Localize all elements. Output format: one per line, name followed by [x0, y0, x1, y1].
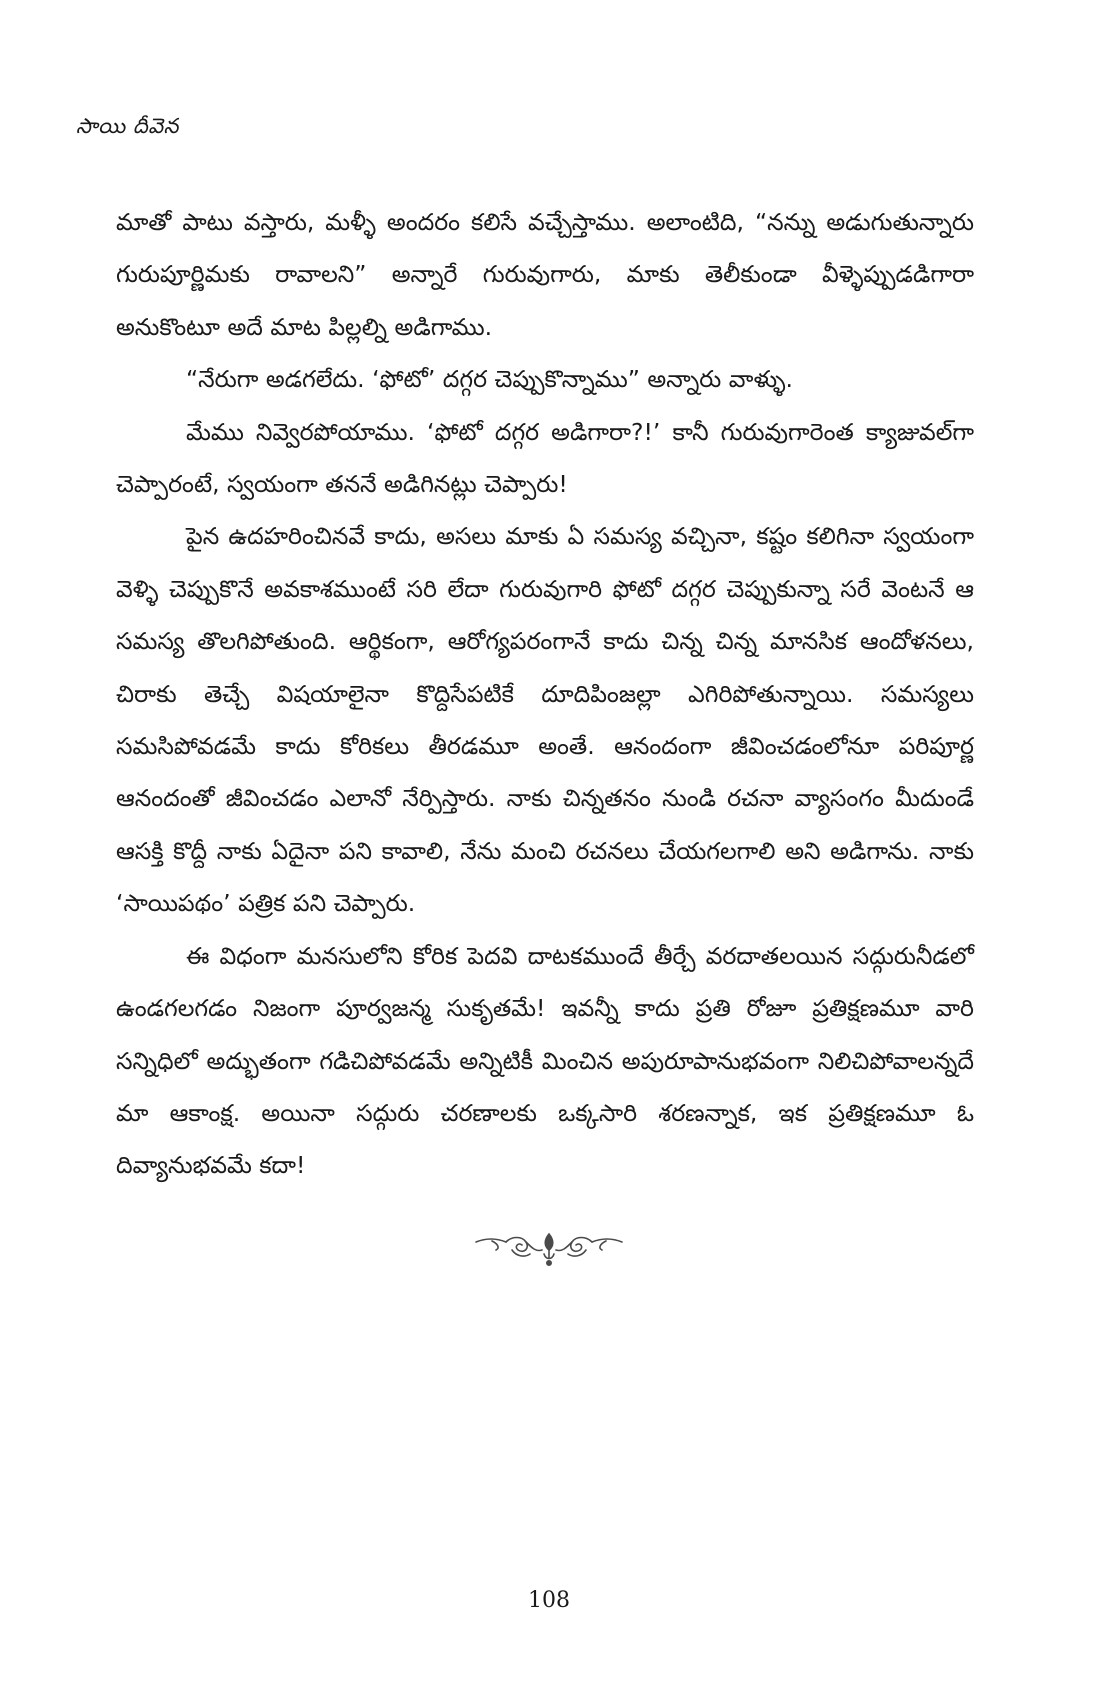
- paragraph-5: ఈ విధంగా మనసులోని కోరిక పెదవి దాటకముందే తీర్చే వరదాతలయిన సద్గురునీడలో ఉండగలగడం నిజంగా పూర్వజన్మ సుకృతమే! ఇవన్నీ కాదు ప్రతి రోజూ ప్రతిక్షణమూ వారి సన్నిధిలో అద్భుతంగా గడిచిపోవడమే అన్నిటికీ మించిన అపురూపానుభవంగా నిలిచిపోవాలన్నదే మా ఆకాంక్ష. అయినా సద్గురు చరణాలకు ఒక్కసారి శరణన్నాక, ఇక ప్రతిక్షణమూ ఓ దివ్యానుభవమే కదా!: [116, 941, 974, 1180]
- paragraph-2: “నేరుగా అడగలేదు. ‘ఫోటో’ దగ్గర చెప్పుకొన్నాము” అన్నారు వాళ్ళు.: [186, 365, 794, 394]
- floral-ornament-icon: [472, 1228, 626, 1268]
- paragraph-1: మాతో పాటు వస్తారు, మళ్ళీ అందరం కలిసే వచ్చేస్తాము. అలాంటిది, “నన్ను అడుగుతున్నారు గురుపూర్ణిమకు రావాలని” అన్నారే గురువుగారు, మాకు తెలీకుండా వీళ్ళెప్పుడడిగారా అనుకొంటూ అదే మాట పిల్లల్ని అడిగాము.: [116, 208, 974, 341]
- body-text: [116, 196, 974, 1192]
- paragraph-4: పైన ఉదహరించినవే కాదు, అసలు మాకు ఏ సమస్య వచ్చినా, కష్టం కలిగినా స్వయంగా వెళ్ళి చెప్పుకొనే అవకాశముంటే సరి లేదా గురువుగారి ఫోటో దగ్గర చెప్పుకున్నా సరే వెంటనే ఆ సమస్య తొలగిపోతుంది. ఆర్థికంగా, ఆరోగ్యపరంగానే కాదు చిన్న చిన్న మానసిక ఆందోళనలు, చిరాకు తెచ్చే విషయాలైనా కొద్దిసేపటికే దూదిపింజల్లా ఎగిరిపోతున్నాయి. సమస్యలు సమసిపోవడమే కాదు కోరికలు తీరడమూ అంతే. ఆనందంగా జీవించడంలోనూ పరిపూర్ణ ఆనందంతో జీవించడం ఎలానో నేర్పిస్తారు. నాకు చిన్నతనం నుండి రచనా వ్యాసంగం మీదుండే ఆసక్తి కొద్దీ నాకు ఏదైనా పని కావాలి, నేను మంచి రచనలు చేయగలగాలి అని అడిగాను. నాకు ‘సాయిపథం’ పత్రిక పని చెప్పారు.: [116, 522, 974, 918]
- page-number: 108: [528, 1588, 570, 1613]
- paragraph-3: మేము నివ్వెరపోయాము. ‘ఫోటో దగ్గర అడిగారా?!’ కానీ గురువుగారెంత క్యాజువల్‌గా చెప్పారంటే, స్వయంగా తననే అడిగినట్లు చెప్పారు!: [116, 417, 974, 499]
- running-header: సాయి దీవెన: [76, 114, 179, 138]
